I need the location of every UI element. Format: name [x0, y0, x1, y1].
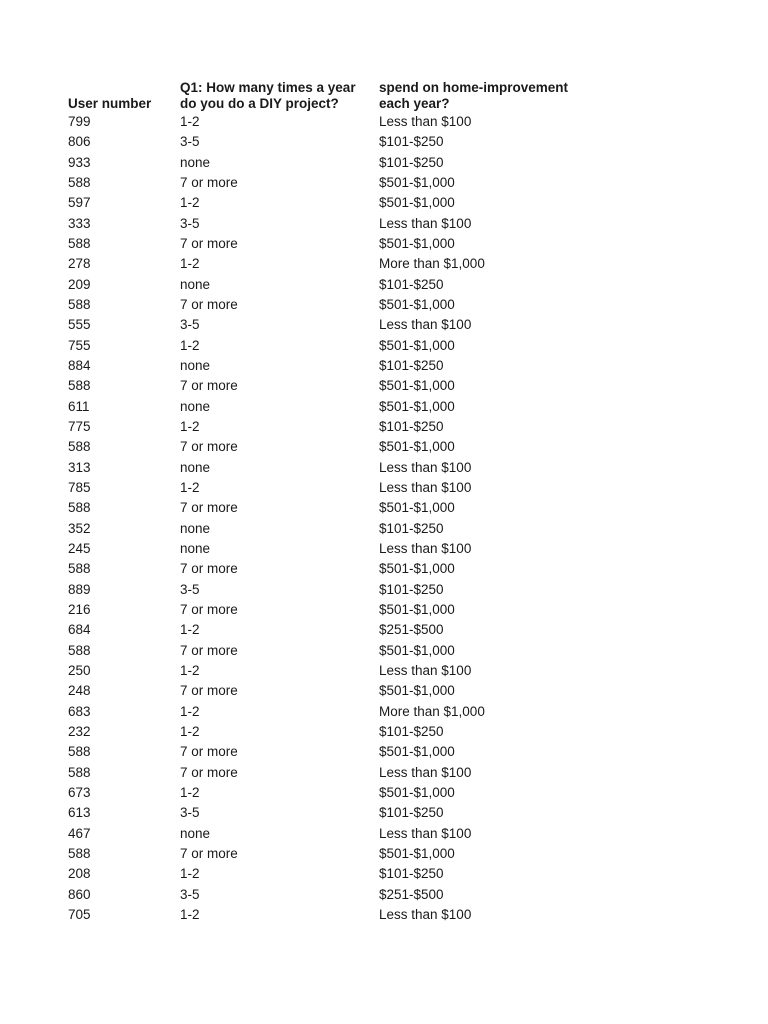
spend-cell: $101-$250	[379, 134, 444, 150]
diy-frequency-cell: none	[180, 459, 211, 475]
spend-cell: Less than $100	[379, 764, 472, 780]
user-number-cell: 588	[68, 439, 91, 455]
table-row	[68, 519, 609, 539]
spend-cell: Less than $100	[379, 663, 472, 679]
table-row	[68, 193, 609, 213]
user-number-cell: 860	[68, 886, 91, 902]
user-number-cell: 216	[68, 602, 91, 618]
user-number-cell: 613	[68, 805, 91, 821]
spend-cell: $251-$500	[379, 622, 444, 638]
spend-cell: $501-$1,000	[379, 439, 455, 455]
table-row	[68, 153, 609, 173]
table-row	[68, 823, 609, 843]
user-number-cell: 775	[68, 419, 91, 435]
table-row	[68, 864, 609, 884]
spend-cell: $501-$1,000	[379, 175, 455, 191]
diy-frequency-cell: 1-2	[180, 703, 200, 719]
spend-cell: More than $1,000	[379, 256, 485, 272]
spend-cell: $101-$250	[379, 724, 444, 739]
diy-frequency-cell: 1-2	[180, 419, 200, 435]
user-number-cell: 799	[68, 114, 91, 130]
user-number-cell: 673	[68, 784, 91, 800]
spend-cell: Less than $100	[379, 317, 472, 333]
user-number-cell: 209	[68, 276, 91, 292]
header-row	[68, 78, 609, 112]
spend-cell: $501-$1,000	[379, 683, 455, 699]
user-number-cell: 555	[68, 317, 91, 333]
spend-cell: $501-$1,000	[379, 195, 455, 211]
diy-frequency-cell: 3-5	[180, 215, 200, 231]
diy-frequency-cell: 7 or more	[180, 642, 238, 658]
user-number-cell: 208	[68, 866, 91, 882]
diy-frequency-cell: 1-2	[180, 906, 200, 922]
user-number-cell: 352	[68, 520, 91, 536]
table-row	[68, 132, 609, 152]
spend-cell: $101-$250	[379, 358, 444, 374]
diy-frequency-cell: 7 or more	[180, 764, 238, 780]
table-row	[68, 417, 609, 437]
table-row	[68, 702, 609, 722]
user-number-cell: 467	[68, 825, 91, 841]
user-number-cell: 755	[68, 337, 91, 353]
user-number-cell: 806	[68, 134, 91, 150]
header-q2-line2: each year?	[379, 96, 450, 111]
user-number-cell: 245	[68, 541, 91, 557]
table-row	[68, 397, 609, 417]
table-row	[68, 763, 609, 783]
header-q1	[180, 78, 379, 112]
user-number-cell: 248	[68, 683, 91, 699]
user-number-cell: 588	[68, 561, 91, 577]
table-row	[68, 498, 609, 518]
user-number-cell: 597	[68, 195, 91, 211]
table-row	[68, 905, 609, 925]
spend-cell: $501-$1,000	[379, 744, 455, 760]
survey-table-container	[68, 78, 609, 925]
diy-frequency-cell: 7 or more	[180, 175, 238, 191]
table-row	[68, 580, 609, 600]
user-number-cell: 250	[68, 663, 91, 679]
table-row	[68, 844, 609, 864]
user-number-cell: 588	[68, 642, 91, 658]
user-number-cell: 683	[68, 703, 91, 719]
spend-cell: $501-$1,000	[379, 500, 455, 516]
diy-frequency-cell: 1-2	[180, 195, 200, 211]
spend-cell: $101-$250	[379, 805, 444, 821]
table-row	[68, 112, 609, 132]
table-row	[68, 437, 609, 457]
table-row	[68, 173, 609, 193]
table-row	[68, 559, 609, 579]
diy-frequency-cell: none	[180, 541, 211, 557]
table-row	[68, 336, 609, 356]
table-row	[68, 681, 609, 701]
spend-cell: $501-$1,000	[379, 784, 455, 800]
table-row	[68, 600, 609, 620]
user-number-cell: 588	[68, 175, 91, 191]
user-number-cell: 588	[68, 500, 91, 516]
diy-frequency-cell: none	[180, 825, 211, 841]
spend-cell: Less than $100	[379, 459, 472, 475]
diy-frequency-cell: 3-5	[180, 317, 200, 333]
spend-cell: $501-$1,000	[379, 378, 455, 394]
spend-cell: Less than $100	[379, 541, 472, 557]
table-row	[68, 234, 609, 254]
table-body	[68, 112, 609, 925]
table-row	[68, 783, 609, 803]
spend-cell: Less than $100	[379, 825, 472, 841]
table-row	[68, 376, 609, 396]
diy-frequency-cell: 7 or more	[180, 561, 238, 577]
table-row	[68, 275, 609, 295]
spend-cell: $101-$250	[379, 520, 444, 536]
spend-cell: Less than $100	[379, 480, 472, 496]
header-q2	[379, 78, 609, 112]
header-q1-line2: do you do a DIY project?	[180, 96, 339, 111]
diy-frequency-cell: 7 or more	[180, 683, 238, 699]
spend-cell: Less than $100	[379, 114, 472, 130]
spend-cell: $101-$250	[379, 419, 444, 435]
spend-cell: $101-$250	[379, 581, 444, 597]
user-number-cell: 933	[68, 154, 91, 170]
table-row	[68, 295, 609, 315]
spend-cell: Less than $100	[379, 215, 472, 231]
user-number-cell: 785	[68, 480, 91, 496]
user-number-cell: 884	[68, 358, 91, 374]
user-number-cell: 588	[68, 378, 91, 394]
table-row	[68, 458, 609, 478]
table-row	[68, 803, 609, 823]
diy-frequency-cell: 7 or more	[180, 297, 238, 313]
diy-frequency-cell: 1-2	[180, 784, 200, 800]
user-number-cell: 705	[68, 906, 91, 922]
diy-frequency-cell: none	[180, 520, 211, 536]
spend-cell: More than $1,000	[379, 703, 485, 719]
diy-frequency-cell: 1-2	[180, 866, 200, 882]
table-row	[68, 742, 609, 762]
spend-cell: $501-$1,000	[379, 236, 455, 252]
user-number-cell: 588	[68, 236, 91, 252]
spend-cell: $501-$1,000	[379, 337, 455, 353]
user-number-cell: 313	[68, 459, 91, 475]
diy-frequency-cell: 7 or more	[180, 744, 238, 760]
diy-frequency-cell: 3-5	[180, 886, 200, 902]
spend-cell: $251-$500	[379, 886, 444, 902]
table-row	[68, 884, 609, 904]
spend-cell: $501-$1,000	[379, 297, 455, 313]
table-row	[68, 539, 609, 559]
user-number-cell: 889	[68, 581, 91, 597]
diy-frequency-cell: 7 or more	[180, 845, 238, 861]
diy-frequency-cell: 7 or more	[180, 378, 238, 394]
diy-frequency-cell: none	[180, 358, 211, 374]
diy-frequency-cell: 1-2	[180, 114, 200, 130]
spend-cell: $501-$1,000	[379, 845, 455, 861]
diy-frequency-cell: 3-5	[180, 134, 200, 150]
table-row	[68, 478, 609, 498]
table-row	[68, 315, 609, 335]
diy-frequency-cell: 1-2	[180, 663, 200, 679]
spend-cell: $101-$250	[379, 866, 444, 882]
table-row	[68, 356, 609, 376]
header-q2-line1: spend on home-improvement	[379, 80, 569, 95]
header-user-number-text: User number	[68, 96, 152, 111]
header-user-number	[68, 78, 180, 112]
spend-cell: $501-$1,000	[379, 398, 455, 414]
user-number-cell: 278	[68, 256, 91, 272]
spend-cell: $101-$250	[379, 154, 444, 170]
diy-frequency-cell: 7 or more	[180, 236, 238, 252]
user-number-cell: 232	[68, 724, 91, 739]
diy-frequency-cell: 1-2	[180, 724, 200, 739]
user-number-cell: 588	[68, 845, 91, 861]
diy-frequency-cell: 1-2	[180, 480, 200, 496]
header-q1-line1: Q1: How many times a year	[180, 80, 356, 95]
table-row	[68, 641, 609, 661]
user-number-cell: 611	[68, 398, 90, 414]
user-number-cell: 588	[68, 764, 91, 780]
user-number-cell: 684	[68, 622, 91, 638]
diy-frequency-cell: 7 or more	[180, 439, 238, 455]
diy-frequency-cell: 7 or more	[180, 500, 238, 516]
diy-frequency-cell: none	[180, 154, 211, 170]
table-row	[68, 620, 609, 640]
user-number-cell: 333	[68, 215, 91, 231]
user-number-cell: 588	[68, 297, 91, 313]
spend-cell: $101-$250	[379, 276, 444, 292]
diy-frequency-cell: none	[180, 276, 211, 292]
diy-frequency-cell: 1-2	[180, 622, 200, 638]
diy-frequency-cell: 7 or more	[180, 602, 238, 618]
table-row	[68, 661, 609, 681]
survey-table	[68, 78, 609, 925]
spend-cell: $501-$1,000	[379, 602, 455, 618]
diy-frequency-cell: 1-2	[180, 256, 200, 272]
diy-frequency-cell: 3-5	[180, 581, 200, 597]
diy-frequency-cell: 1-2	[180, 337, 200, 353]
spend-cell: Less than $100	[379, 906, 472, 922]
spend-cell: $501-$1,000	[379, 642, 455, 658]
user-number-cell: 588	[68, 744, 91, 760]
table-row	[68, 214, 609, 234]
diy-frequency-cell: 3-5	[180, 805, 200, 821]
table-row	[68, 722, 609, 742]
spend-cell: $501-$1,000	[379, 561, 455, 577]
table-row	[68, 254, 609, 274]
diy-frequency-cell: none	[180, 398, 211, 414]
